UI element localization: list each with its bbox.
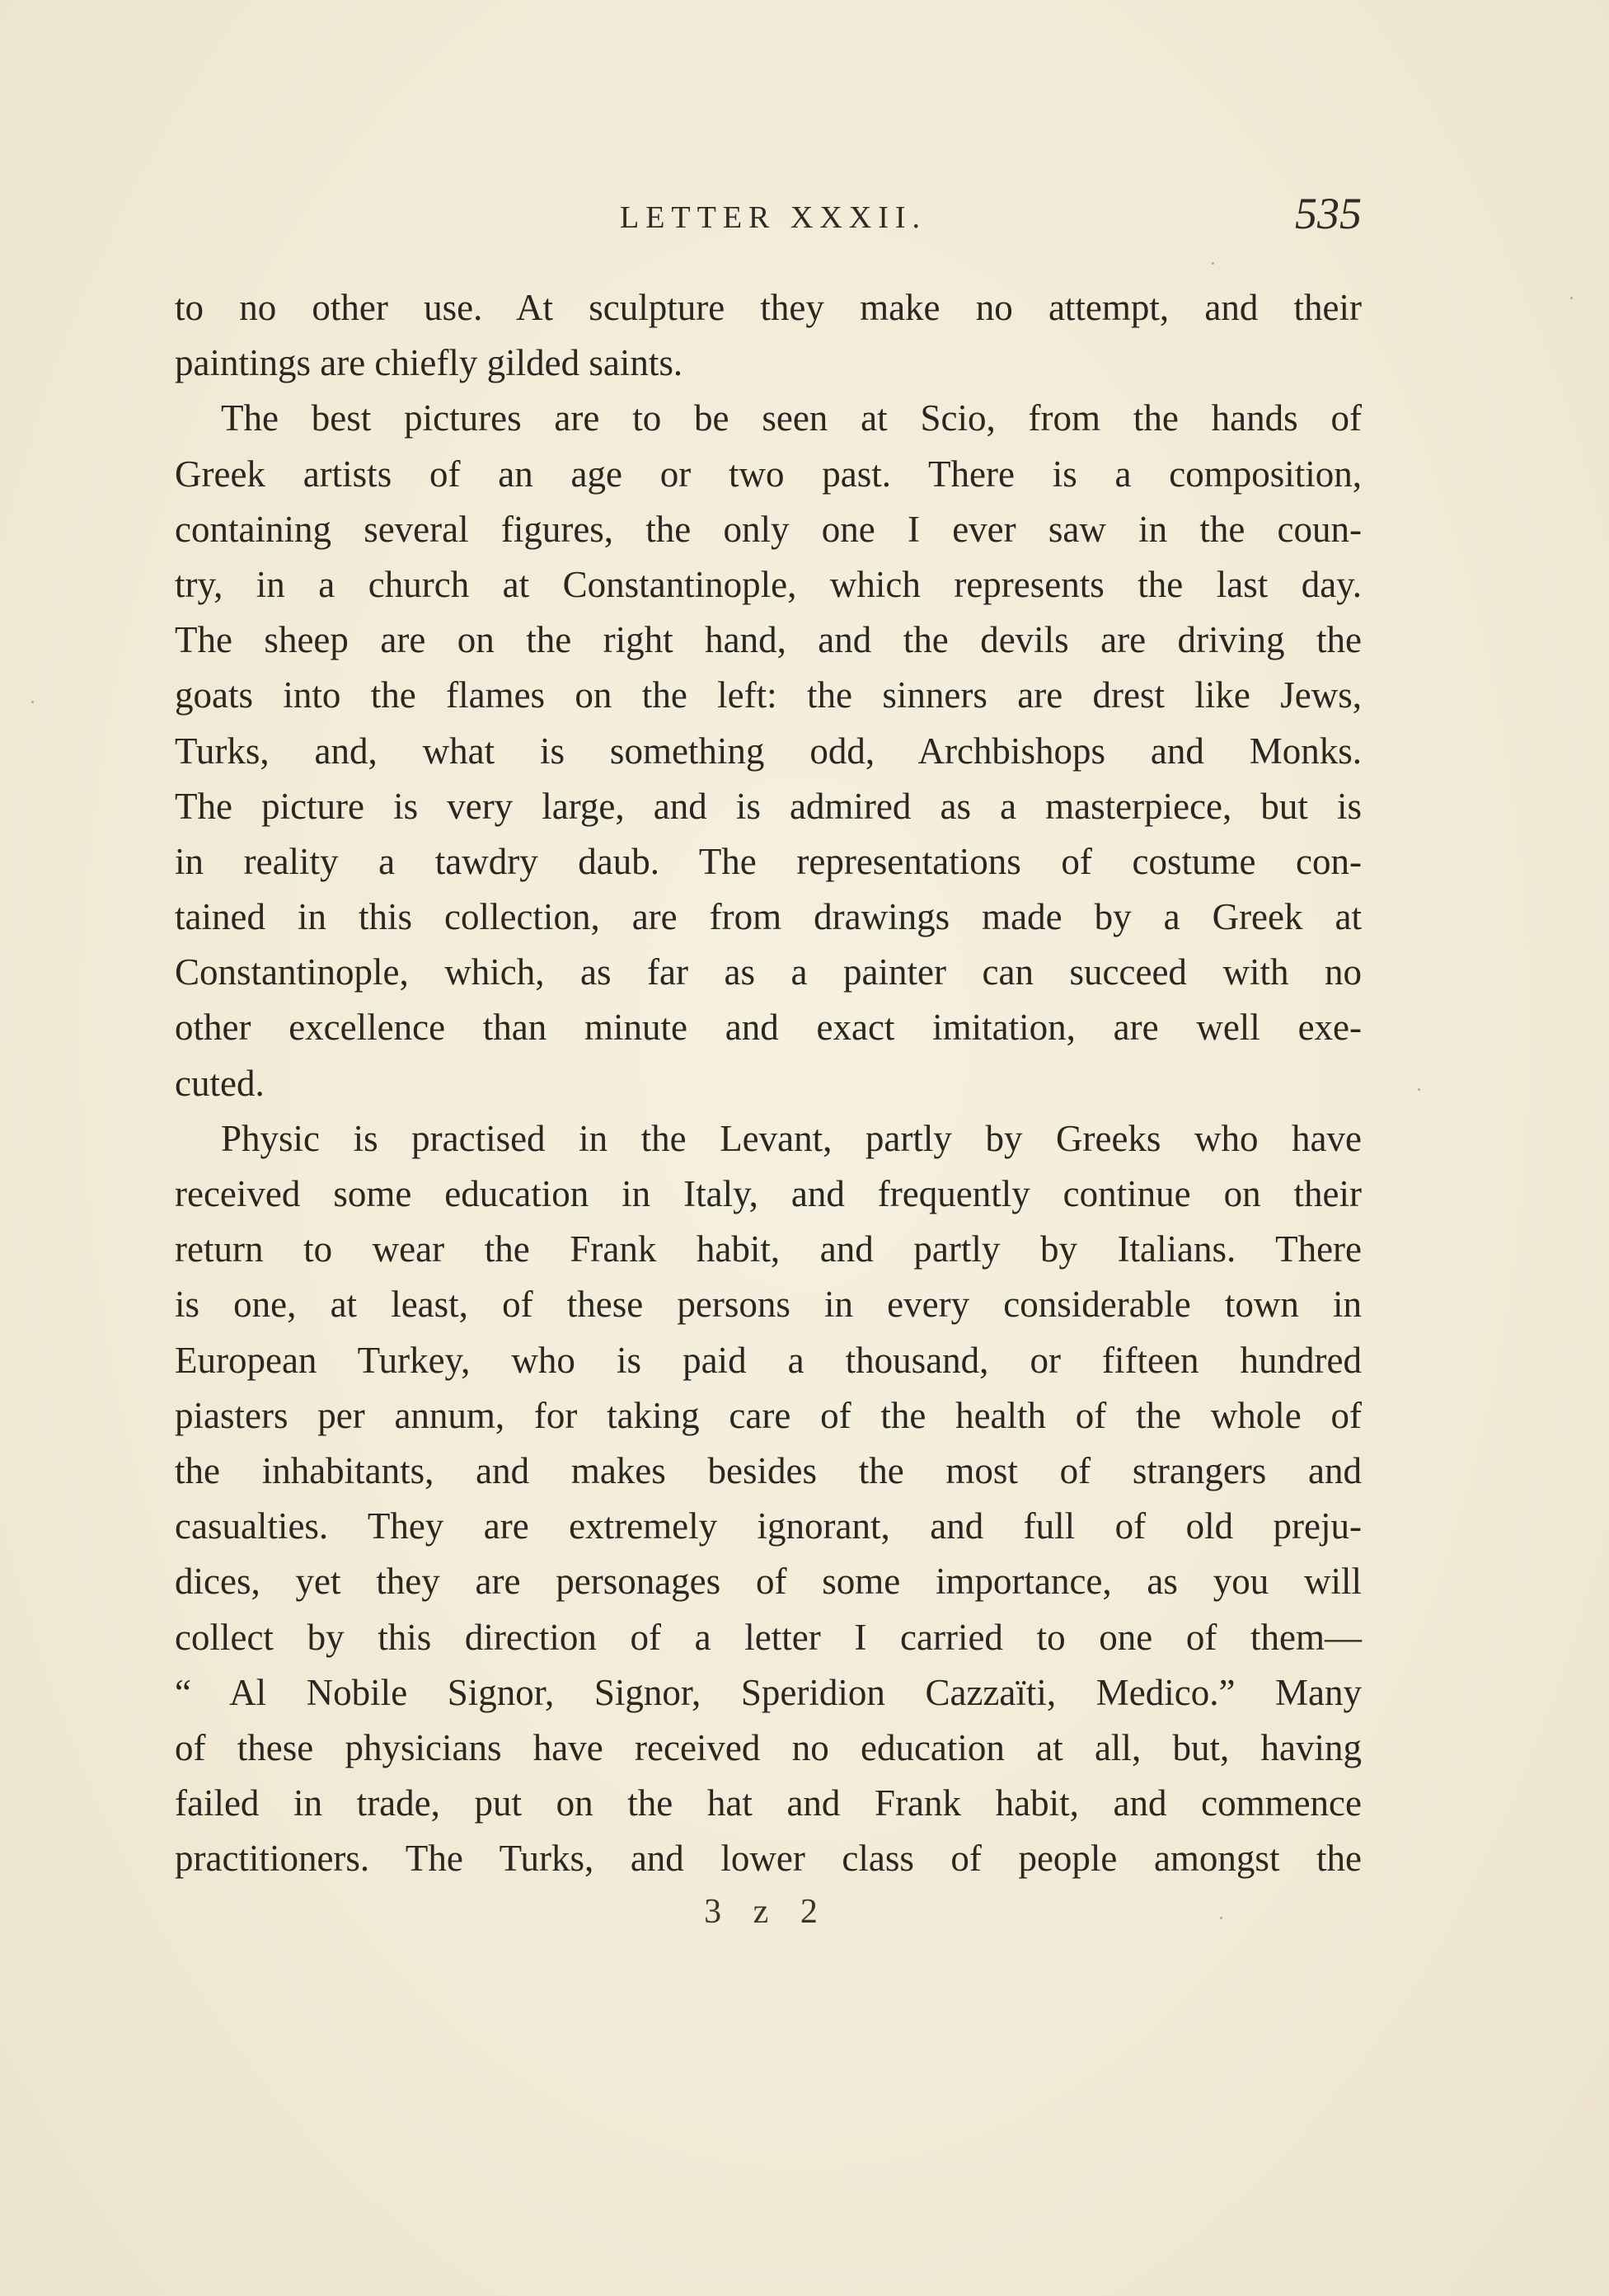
text-line: the inhabitants, and makes besides the most of strangers and: [175, 1449, 1362, 1491]
text-line: containing several figures, the only one I ever saw in the coun-: [175, 508, 1362, 550]
text-line: The picture is very large, and is admired as a masterpiece, but is: [175, 785, 1362, 827]
text-line: The sheep are on the right hand, and the devils are driving the: [175, 619, 1362, 661]
paper-speck: [1220, 1917, 1222, 1919]
text-line: European Turkey, who is paid a thousand, or fifteen hundred: [175, 1339, 1362, 1381]
text-line: to no other use. At sculpture they make no attempt, and their: [175, 287, 1362, 328]
text-line: dices, yet they are personages of some importance, as you will: [175, 1561, 1362, 1603]
text-line: The best pictures are to be seen at Scio, from the hands of: [221, 397, 1362, 439]
text-line: tained in this collection, are from drawings made by a Greek at: [175, 896, 1362, 938]
text-line: cuted.: [175, 1062, 265, 1104]
text-line: Turks, and, what is something odd, Archbishops and Monks.: [175, 730, 1362, 772]
text-line: “ Al Nobile Signor, Signor, Speridion Cazzaïti, Medico.” Many: [175, 1671, 1362, 1713]
text-line: is one, at least, of these persons in every considerable town in: [175, 1284, 1362, 1326]
text-line: goats into the flames on the left: the sinners are drest like Jews,: [175, 674, 1362, 716]
text-line: try, in a church at Constantinople, which represents the last day.: [175, 563, 1362, 605]
paper-speck: [31, 701, 34, 703]
text-line: Physic is practised in the Levant, partly by Greeks who have: [221, 1117, 1362, 1159]
text-line: Constantinople, which, as far as a painter can succeed with no: [175, 951, 1362, 993]
paper-speck: [1212, 262, 1214, 265]
text-line: casualties. They are extremely ignorant, and full of old preju-: [175, 1505, 1362, 1547]
text-line: other excellence than minute and exact imitation, are well exe-: [175, 1007, 1362, 1049]
page-header: [175, 188, 1362, 246]
text-line: failed in trade, put on the hat and Frank habit, and commence: [175, 1782, 1362, 1824]
text-line: Greek artists of an age or two past. There is a composition,: [175, 453, 1362, 495]
text-line: in reality a tawdry daub. The representations of costume con-: [175, 840, 1362, 882]
paper-speck: [1570, 297, 1573, 299]
text-line: of these physicians have received no education at all, but, having: [175, 1726, 1362, 1768]
body-text: [175, 280, 1362, 1886]
text-line: practitioners. The Turks, and lower class of people amongst the: [175, 1838, 1362, 1880]
text-line: received some education in Italy, and frequently continue on their: [175, 1173, 1362, 1214]
text-line: piasters per annum, for taking care of the health of the whole of: [175, 1394, 1362, 1436]
page-number: 535: [1295, 189, 1362, 238]
text-line: collect by this direction of a letter I carried to one of them—: [175, 1616, 1362, 1658]
text-line: paintings are chiefly gilded saints.: [175, 342, 683, 384]
paper-speck: [1418, 1088, 1420, 1091]
signature-mark: 3 z 2: [704, 1893, 829, 1931]
text-line: return to wear the Frank habit, and partly by Italians. There: [175, 1228, 1362, 1270]
running-head: LETTER XXXII.: [620, 200, 927, 235]
